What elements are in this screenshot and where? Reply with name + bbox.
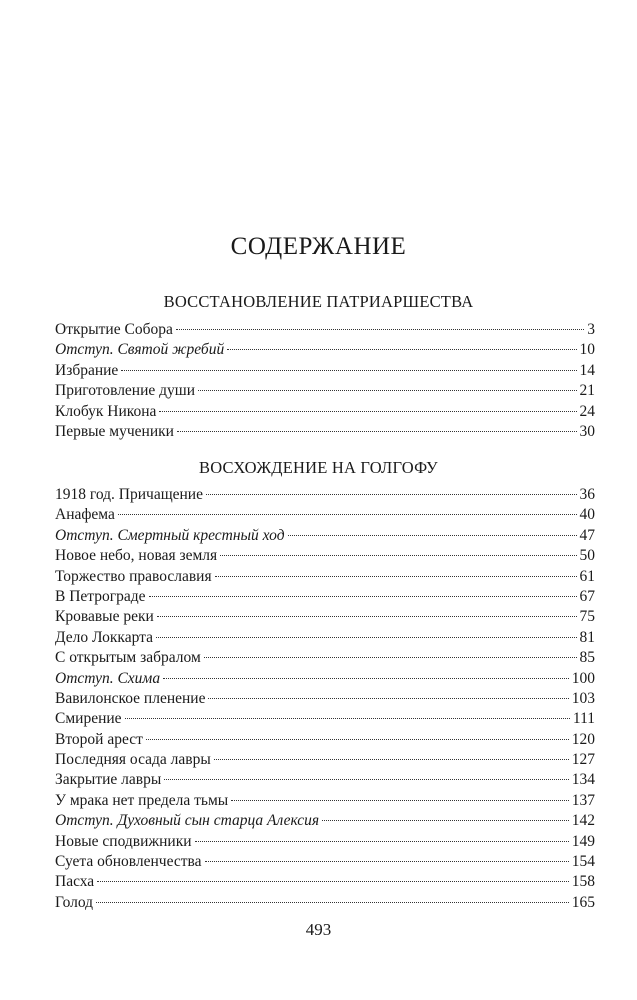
toc-entry-page: 142 — [571, 812, 595, 830]
dot-leader — [159, 411, 576, 412]
toc-entry-page: 85 — [579, 649, 595, 667]
dot-leader — [176, 329, 584, 330]
dot-leader — [204, 657, 577, 658]
toc-entry — [55, 402, 595, 422]
toc-entry — [55, 526, 595, 546]
dot-leader — [214, 759, 569, 760]
toc-entry-title: Кровавые реки — [55, 608, 154, 626]
toc-entry — [55, 422, 595, 442]
toc-entry-title: Избрание — [55, 361, 119, 379]
toc-entry — [55, 320, 595, 340]
dot-leader — [198, 390, 576, 391]
dot-leader — [205, 861, 569, 862]
toc-entry-title: Голод — [55, 893, 94, 911]
toc-entry-title: Суета обновленчества — [55, 853, 202, 871]
toc-entry-title: Новые сподвижники — [55, 832, 192, 850]
dot-leader — [177, 431, 577, 432]
toc-entry-title: Отступ. Схима — [55, 669, 161, 687]
toc-entry-title: Клобук Никона — [55, 402, 157, 420]
toc-entry-title: Пасха — [55, 873, 95, 891]
toc-entry — [55, 340, 595, 360]
toc-entry — [55, 730, 595, 750]
dot-leader — [195, 841, 569, 842]
toc-entry-page: 21 — [579, 382, 595, 400]
toc-entry-page: 3 — [587, 321, 595, 338]
toc-entry-page: 81 — [579, 628, 595, 646]
dot-leader — [97, 881, 569, 882]
toc-entry — [55, 361, 595, 381]
page-number: 493 — [305, 920, 332, 939]
toc-entry-page: 120 — [571, 730, 595, 748]
toc-entry-title: Отступ. Святой жребий — [55, 341, 225, 359]
dot-leader — [125, 718, 570, 719]
toc-entry — [55, 852, 595, 872]
dot-leader — [96, 902, 569, 903]
toc-entry-title: Анафема — [55, 506, 115, 524]
toc-entry-page: 111 — [572, 710, 595, 728]
toc-entry-page: 67 — [579, 587, 595, 605]
dot-leader — [220, 555, 576, 556]
toc-entry — [55, 669, 595, 689]
dot-leader — [118, 514, 577, 515]
toc-entry-page: 10 — [579, 341, 595, 359]
dot-leader — [157, 616, 577, 617]
toc-entry — [55, 485, 595, 505]
toc-entry-page: 14 — [579, 361, 595, 379]
toc-entry-title: У мрака нет предела тьмы — [55, 791, 229, 809]
dot-leader — [146, 739, 569, 740]
toc-entry-page: 103 — [571, 689, 595, 707]
toc-entry-title: В Петрограде — [55, 587, 146, 605]
toc-entry-page: 61 — [579, 567, 595, 585]
toc-entry-title: Последняя осада лавры — [55, 751, 211, 769]
dot-leader — [121, 370, 576, 371]
dot-leader — [231, 800, 569, 801]
dot-leader — [156, 637, 577, 638]
toc-entry-page: 137 — [571, 791, 595, 809]
dot-leader — [164, 779, 568, 780]
toc-entry — [55, 709, 595, 729]
toc-entry — [55, 750, 595, 770]
toc-entry — [55, 791, 595, 811]
toc-entry — [55, 546, 595, 566]
toc-entry-title: Отступ. Смертный крестный ход — [55, 526, 285, 544]
dot-leader — [215, 576, 577, 577]
toc-entry — [55, 832, 595, 852]
toc-entry-page: 24 — [579, 402, 595, 420]
toc-entry — [55, 689, 595, 709]
toc-entry-page: 47 — [579, 526, 595, 544]
toc-entry — [55, 505, 595, 525]
toc-entry-page: 127 — [571, 751, 595, 769]
toc-entry-title: Вавилонское пленение — [55, 689, 206, 707]
toc-entry-title: Первые мученики — [55, 422, 174, 440]
toc-entry — [55, 587, 595, 607]
dot-leader — [206, 494, 577, 495]
toc-entry-title: Дело Локкарта — [55, 628, 153, 646]
toc-entry-title: Смирение — [55, 710, 122, 728]
dot-leader — [288, 535, 577, 536]
toc-entry-page: 158 — [571, 873, 595, 891]
toc-entry-page: 154 — [571, 853, 595, 871]
toc-entry-title: С открытым забралом — [55, 649, 201, 667]
toc-entry — [55, 893, 595, 913]
toc-entry-page: 134 — [571, 771, 595, 789]
toc-entry — [55, 607, 595, 627]
toc-entry-page: 165 — [571, 893, 595, 911]
toc-entry-title: Торжество православия — [55, 567, 212, 585]
toc-entry-title: Открытие Собора — [55, 321, 173, 338]
toc-entry — [55, 381, 595, 401]
dot-leader — [322, 820, 569, 821]
toc-entry — [55, 770, 595, 790]
toc-entry-page: 149 — [571, 832, 595, 850]
toc-entry-title: Приготовление души — [55, 382, 196, 400]
toc-entry-page: 30 — [579, 422, 595, 440]
toc-entry-title: 1918 год. Причащение — [55, 486, 203, 503]
toc-entry-page: 75 — [579, 608, 595, 626]
dot-leader — [208, 698, 568, 699]
toc-entry-page: 50 — [579, 547, 595, 565]
toc-entry-title: Новое небо, новая земля — [55, 547, 218, 565]
toc-list — [55, 320, 595, 442]
toc-entry-title: Закрытие лавры — [55, 771, 162, 789]
dot-leader — [227, 349, 576, 350]
dot-leader — [163, 678, 569, 679]
toc-entry — [55, 872, 595, 892]
section-heading: ВОСХОЖДЕНИЕ НА ГОЛГОФУ — [199, 458, 438, 477]
dot-leader — [149, 596, 577, 597]
toc-entry-title: Отступ. Духовный сын старца Алексия — [55, 812, 320, 830]
toc-entry — [55, 811, 595, 831]
toc-list — [55, 485, 595, 913]
toc-entry — [55, 628, 595, 648]
toc-entry-page: 40 — [579, 506, 595, 524]
toc-entry — [55, 567, 595, 587]
toc-entry-title: Второй арест — [55, 730, 143, 748]
page-title: СОДЕРЖАНИЕ — [230, 233, 407, 260]
toc-entry-page: 36 — [579, 486, 595, 503]
toc-entry — [55, 648, 595, 668]
section-heading: ВОССТАНОВЛЕНИЕ ПАТРИАРШЕСТВА — [163, 292, 474, 311]
toc-entry-page: 100 — [571, 669, 595, 687]
